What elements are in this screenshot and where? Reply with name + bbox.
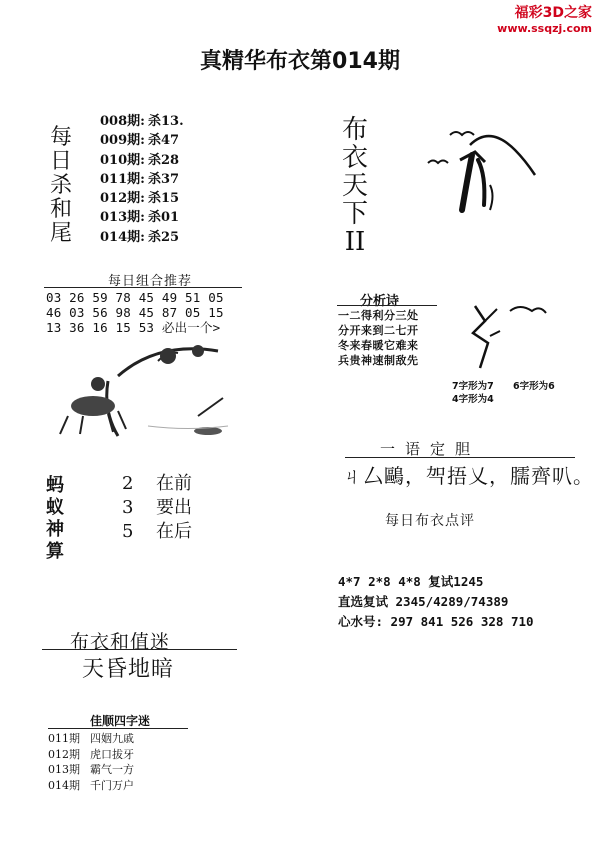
daily-kill-label-char: 日 [49, 149, 72, 174]
hunting-scene-illustration [48, 336, 248, 441]
daily-kill-label [48, 126, 74, 246]
buyi-tianxia-char: 衣 [341, 143, 368, 173]
shape-hint: 7字形为7 [452, 381, 494, 392]
list-item: 013期 霸气一方 [48, 763, 134, 776]
page-title: 真精华布衣第014期 [200, 49, 400, 74]
daily-kill-label-char: 和 [49, 197, 72, 222]
list-item: 5 在后 [122, 521, 192, 542]
four-riddle-list [48, 731, 134, 793]
codes-block [338, 572, 534, 632]
shape-hint: 6字形为6 [513, 381, 555, 392]
list-item: 冬来春暖它难来 [338, 339, 419, 352]
bird-tree-illustration [420, 115, 540, 225]
list-item: 03 26 59 78 45 49 51 05 [46, 290, 224, 305]
yiyu-text: ㄐ厶鷗，㔖捂乂，臑齊叭。 [342, 464, 594, 488]
list-item: 兵贵神速制敌先 [338, 354, 419, 367]
shape-hint: 4字形为4 [452, 394, 494, 405]
list-item: 分开来到二七开 [338, 324, 419, 337]
list-item: 008期: 杀13. [100, 114, 184, 129]
buyi-tianxia-char: 布 [341, 115, 368, 145]
brand-watermark [497, 2, 592, 35]
fenxi-title: 分析诗 [360, 294, 400, 309]
list-item: 2 在前 [122, 473, 192, 494]
buyi-tianxia-char: II [344, 227, 366, 257]
buyi-riddle-title: 布衣和值迷 [70, 631, 171, 653]
daily-combo-divider [44, 287, 242, 288]
buyi-tianxia-char: 天 [341, 171, 368, 201]
daily-kill-label-char: 尾 [49, 221, 72, 246]
dianping-title: 每日布衣点评 [385, 513, 475, 529]
list-item: 011期: 杀37 [100, 171, 180, 187]
four-riddle-title: 佳顺四字迷 [90, 714, 151, 728]
list-item: 014期: 杀25 [100, 229, 180, 245]
list-item: 013期: 杀01 [100, 210, 180, 226]
brand-name: 福彩3D之家 [514, 5, 592, 21]
list-item: 3 要出 [122, 497, 192, 518]
branch-sketch-illustration [455, 296, 565, 376]
yiyu-divider [345, 457, 575, 458]
mayi-label-char: 算 [46, 541, 64, 562]
mayi-label-char: 神 [46, 519, 64, 540]
mayi-label-char: 蚁 [46, 497, 64, 518]
daily-kill-label-char: 杀 [49, 173, 72, 198]
four-riddle-divider [48, 728, 188, 729]
mayi-rows [122, 472, 192, 544]
list-item: 014期 千门万户 [48, 778, 134, 792]
daily-combo-title: 每日组合推荐 [107, 274, 192, 289]
list-item: 011期 四姻九戚 [48, 732, 134, 745]
fenxi-divider [337, 305, 437, 306]
buyi-tianxia-label [340, 116, 370, 256]
list-item: 009期: 杀47 [100, 133, 180, 149]
list-item: 010期: 杀28 [100, 152, 180, 168]
fenxi-poem [338, 308, 419, 368]
buyi-tianxia-char: 下 [341, 199, 368, 229]
buyi-riddle-divider [42, 649, 237, 650]
list-item: 012期 虎口拔牙 [48, 747, 134, 761]
daily-kill-list [100, 112, 184, 247]
brand-url: www.ssqzj.com [497, 22, 592, 35]
daily-kill-label-char: 每 [49, 125, 72, 150]
daily-combo-numbers [46, 290, 224, 335]
list-item: 4*7 2*8 4*8 复试1245 [338, 574, 484, 589]
buyi-riddle-answer: 天昏地暗 [82, 657, 175, 682]
list-item: 心水号: 297 841 526 328 710 [338, 614, 534, 629]
list-item: 012期: 杀15 [100, 191, 180, 207]
list-item: 46 03 56 98 45 87 05 15 [46, 305, 224, 320]
list-item: 直选复试 2345/4289/74389 [338, 594, 509, 609]
mayi-label [46, 475, 68, 563]
list-item: 13 36 16 15 53 必出一个> [46, 320, 221, 335]
mayi-label-char: 蚂 [46, 475, 64, 496]
yiyu-title: 一语定胆 [380, 440, 481, 458]
list-item: 一二得利分三处 [338, 309, 419, 322]
